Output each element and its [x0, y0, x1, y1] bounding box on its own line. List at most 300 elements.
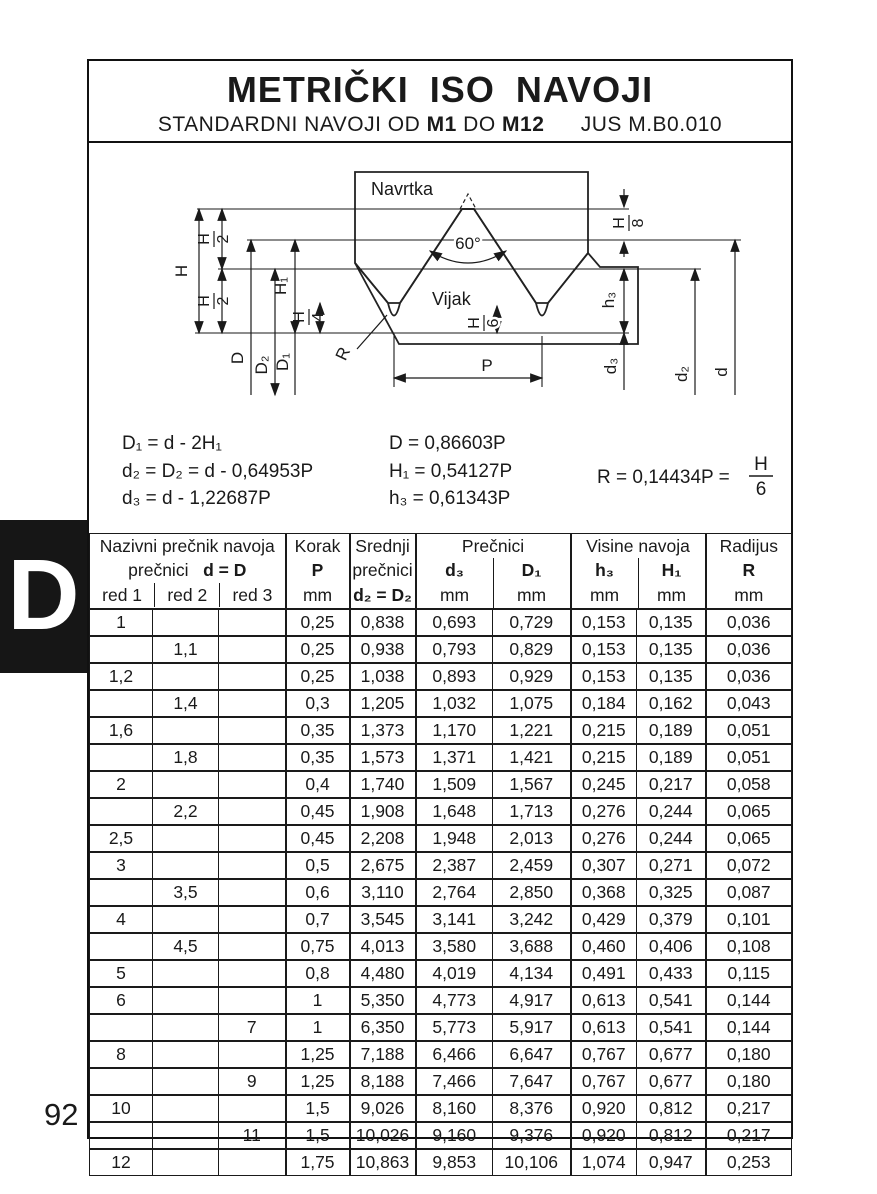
table-row: [90, 852, 792, 879]
cell-h3: 0,215: [571, 744, 637, 771]
cell-d3: 0,793: [416, 636, 493, 663]
cell-red3: [219, 960, 286, 987]
cell-H1: 0,135: [637, 663, 706, 690]
cell-korak-p: 0,3: [286, 690, 350, 717]
svg-text:H: H: [291, 311, 308, 323]
page-subtitle: [89, 113, 791, 137]
cell-red3: [219, 1041, 286, 1068]
cell-D1: 2,459: [493, 852, 571, 879]
cell-H1: 0,812: [637, 1122, 706, 1149]
svg-text:H: H: [466, 317, 483, 329]
cell-red2: [153, 906, 219, 933]
header-red-row: [90, 583, 285, 607]
cell-H1: 0,244: [637, 798, 706, 825]
label-H2-upper: [196, 231, 232, 247]
label-D: [228, 352, 247, 364]
cell-D1: 9,376: [493, 1122, 571, 1149]
cell-red2: [153, 663, 219, 690]
cell-red3: 11: [219, 1122, 286, 1149]
svg-text:D₂: D₂: [252, 355, 271, 375]
cell-r: 0,043: [706, 690, 792, 717]
cell-D1: 2,013: [493, 825, 571, 852]
cell-korak-p: 0,25: [286, 663, 350, 690]
label-D2: [252, 356, 271, 375]
table-header-row: [90, 534, 792, 610]
cell-red1: 4: [90, 906, 153, 933]
label-vijak: Vijak: [432, 289, 471, 309]
cell-r: 0,087: [706, 879, 792, 906]
cell-h3: 0,920: [571, 1122, 637, 1149]
cell-red3: [219, 798, 286, 825]
header-red1: red 1: [102, 585, 143, 605]
cell-red1: [90, 1014, 153, 1041]
table-row: [90, 609, 792, 636]
cell-red3: [219, 933, 286, 960]
cell-d2: 1,373: [350, 717, 416, 744]
table-row: [90, 690, 792, 717]
thread-diagram-svg: [89, 143, 791, 533]
cell-d2: 1,573: [350, 744, 416, 771]
cell-d2: 9,026: [350, 1095, 416, 1122]
table-row: [90, 717, 792, 744]
cell-red2: [153, 1068, 219, 1095]
cell-D1: 0,729: [493, 609, 571, 636]
cell-h3: 0,491: [571, 960, 637, 987]
radius-leader-line: [357, 315, 387, 349]
header-nazivni-line2: prečnici d = D: [128, 560, 247, 580]
sharp-apex-dashed: [460, 194, 476, 209]
label-H: [172, 265, 191, 277]
cell-H1: 0,217: [637, 771, 706, 798]
svg-text:2: 2: [215, 296, 232, 306]
header-nazivni-line1: Nazivni prečnik navoja: [99, 536, 275, 556]
table-row: [90, 1068, 792, 1095]
cell-H1: 0,406: [637, 933, 706, 960]
cell-h3: 0,307: [571, 852, 637, 879]
cell-d3: 1,509: [416, 771, 493, 798]
cell-h3: 0,613: [571, 1014, 637, 1041]
cell-d2: 6,350: [350, 1014, 416, 1041]
cell-red3: [219, 825, 286, 852]
cell-r: 0,217: [706, 1122, 792, 1149]
table-row: [90, 663, 792, 690]
header-precnici-subcols: [417, 558, 570, 608]
cell-red1: [90, 1122, 153, 1149]
cell-red3: [219, 771, 286, 798]
cell-h3: 0,276: [571, 825, 637, 852]
cell-red3: [219, 852, 286, 879]
cell-D1: 2,850: [493, 879, 571, 906]
cell-h3: 0,920: [571, 1095, 637, 1122]
cell-D1: 0,929: [493, 663, 571, 690]
cell-r: 0,051: [706, 717, 792, 744]
cell-d2: 1,205: [350, 690, 416, 717]
cell-red1: 12: [90, 1149, 153, 1176]
cell-d3: 3,141: [416, 906, 493, 933]
cell-H1: 0,812: [637, 1095, 706, 1122]
cell-d2: 1,740: [350, 771, 416, 798]
svg-text:d₃: d₃: [601, 357, 620, 375]
cell-h3: 0,184: [571, 690, 637, 717]
label-angle-60: 60°: [455, 234, 481, 253]
cell-d3: 3,580: [416, 933, 493, 960]
formula-D1: D₁ = d - 2H₁: [122, 433, 222, 454]
thumb-index-tab: D: [0, 520, 87, 673]
cell-H1: 0,379: [637, 906, 706, 933]
label-H4: [291, 309, 327, 325]
cell-h3: 0,368: [571, 879, 637, 906]
subtitle-m1: M1: [426, 113, 457, 136]
cell-red1: 1,6: [90, 717, 153, 744]
cell-H1: 0,947: [637, 1149, 706, 1176]
cell-red3: 7: [219, 1014, 286, 1041]
cell-red1: 8: [90, 1041, 153, 1068]
formula-d3: d₃ = d - 1,22687P: [122, 488, 271, 509]
cell-r: 0,036: [706, 609, 792, 636]
cell-red2: [153, 771, 219, 798]
cell-H1: 0,325: [637, 879, 706, 906]
cell-red3: [219, 744, 286, 771]
cell-d3: 9,853: [416, 1149, 493, 1176]
subtitle-m12: M12: [502, 113, 545, 136]
cell-korak-p: 1,75: [286, 1149, 350, 1176]
cell-h3: 0,153: [571, 663, 637, 690]
cell-H1: 0,135: [637, 609, 706, 636]
cell-D1: 1,713: [493, 798, 571, 825]
cell-D1: 3,242: [493, 906, 571, 933]
cell-d3: 9,160: [416, 1122, 493, 1149]
cell-red1: [90, 1068, 153, 1095]
cell-h3: 0,429: [571, 906, 637, 933]
cell-d2: 10,863: [350, 1149, 416, 1176]
header-korak: Korak P mm: [286, 534, 350, 610]
cell-d2: 3,110: [350, 879, 416, 906]
cell-korak-p: 0,45: [286, 798, 350, 825]
cell-red1: 10: [90, 1095, 153, 1122]
cell-red2: [153, 1014, 219, 1041]
cell-d3: 2,764: [416, 879, 493, 906]
cell-d2: 2,208: [350, 825, 416, 852]
cell-d3: 1,032: [416, 690, 493, 717]
cell-h3: 0,153: [571, 609, 637, 636]
label-d: [712, 367, 731, 376]
cell-red1: 2,5: [90, 825, 153, 852]
cell-r: 0,144: [706, 1014, 792, 1041]
label-H2-lower: [196, 293, 232, 309]
subtitle-do: DO: [463, 113, 496, 136]
table-row: [90, 1122, 792, 1149]
cell-red3: [219, 636, 286, 663]
cell-red3: [219, 663, 286, 690]
header-d3-col: d₃ mm: [439, 560, 470, 605]
cell-korak-p: 0,45: [286, 825, 350, 852]
cell-red2: [153, 1095, 219, 1122]
cell-d3: 1,371: [416, 744, 493, 771]
cell-D1: 0,829: [493, 636, 571, 663]
cell-korak-p: 1,5: [286, 1095, 350, 1122]
page-frame: [87, 59, 793, 1172]
cell-korak-p: 1: [286, 987, 350, 1014]
subtitle-standard: JUS M.B0.010: [580, 113, 723, 136]
cell-korak-p: 0,5: [286, 852, 350, 879]
cell-red2: 3,5: [153, 879, 219, 906]
cell-red1: [90, 879, 153, 906]
thread-table: [89, 533, 792, 1176]
cell-d3: 2,387: [416, 852, 493, 879]
svg-text:H: H: [754, 454, 768, 475]
cell-red1: 2: [90, 771, 153, 798]
label-d3: [601, 358, 620, 374]
header-radijus: Radijus R mm: [706, 534, 792, 610]
cell-korak-p: 0,7: [286, 906, 350, 933]
cell-h3: 0,613: [571, 987, 637, 1014]
cell-r: 0,108: [706, 933, 792, 960]
cell-red3: [219, 1149, 286, 1176]
cell-H1: 0,244: [637, 825, 706, 852]
cell-H1: 0,541: [637, 987, 706, 1014]
cell-red1: [90, 933, 153, 960]
cell-r: 0,072: [706, 852, 792, 879]
cell-red2: [153, 987, 219, 1014]
svg-text:8: 8: [630, 218, 647, 228]
header-D1-col: D₁ mm: [493, 558, 570, 608]
header-red2: red 2: [154, 583, 219, 607]
cell-red2: [153, 1149, 219, 1176]
cell-korak-p: 0,25: [286, 609, 350, 636]
cell-d3: 8,160: [416, 1095, 493, 1122]
cell-D1: 5,917: [493, 1014, 571, 1041]
svg-text:d: d: [712, 367, 731, 377]
svg-text:6: 6: [755, 479, 767, 500]
label-D1: [273, 353, 292, 371]
cell-red2: [153, 852, 219, 879]
svg-text:H: H: [196, 233, 213, 245]
cell-d2: 2,675: [350, 852, 416, 879]
cell-r: 0,253: [706, 1149, 792, 1176]
cell-r: 0,036: [706, 636, 792, 663]
cell-korak-p: 1,25: [286, 1041, 350, 1068]
title-block: [89, 61, 791, 143]
cell-red3: 9: [219, 1068, 286, 1095]
cell-h3: 0,276: [571, 798, 637, 825]
cell-korak-p: 0,6: [286, 879, 350, 906]
cell-d2: 4,480: [350, 960, 416, 987]
cell-red2: 4,5: [153, 933, 219, 960]
cell-d3: 4,019: [416, 960, 493, 987]
cell-h3: 0,153: [571, 636, 637, 663]
cell-red1: 1: [90, 609, 153, 636]
header-red3: red 3: [219, 583, 284, 607]
svg-text:H: H: [172, 264, 191, 278]
cell-r: 0,180: [706, 1068, 792, 1095]
header-nominal-diameter-group: [90, 534, 286, 610]
svg-text:R: R: [331, 344, 355, 364]
label-R: [332, 344, 354, 363]
cell-red2: [153, 609, 219, 636]
cell-korak-p: 0,25: [286, 636, 350, 663]
cell-d2: 7,188: [350, 1041, 416, 1068]
thread-table-section: [89, 533, 791, 1176]
svg-text:H: H: [611, 217, 628, 229]
table-row: [90, 771, 792, 798]
svg-text:4: 4: [310, 312, 327, 322]
svg-text:D: D: [228, 351, 247, 365]
cell-D1: 10,106: [493, 1149, 571, 1176]
cell-d2: 5,350: [350, 987, 416, 1014]
cell-korak-p: 0,8: [286, 960, 350, 987]
cell-h3: 1,074: [571, 1149, 637, 1176]
cell-h3: 0,767: [571, 1068, 637, 1095]
page-title: METRIČKI ISO NAVOJI: [226, 69, 654, 110]
cell-D1: 8,376: [493, 1095, 571, 1122]
header-h3-col: h₃ mm: [589, 560, 620, 605]
cell-red2: [153, 960, 219, 987]
cell-D1: 6,647: [493, 1041, 571, 1068]
cell-r: 0,065: [706, 798, 792, 825]
cell-d2: 4,013: [350, 933, 416, 960]
cell-d2: 0,938: [350, 636, 416, 663]
table-row: [90, 1041, 792, 1068]
cell-r: 0,101: [706, 906, 792, 933]
cell-red3: [219, 690, 286, 717]
cell-d3: 6,466: [416, 1041, 493, 1068]
cell-red1: [90, 744, 153, 771]
table-row: [90, 1149, 792, 1176]
cell-D1: 1,221: [493, 717, 571, 744]
cell-d2: 3,545: [350, 906, 416, 933]
cell-d3: 0,693: [416, 609, 493, 636]
formula-d2: d₂ = D₂ = d - 0,64953P: [122, 461, 314, 482]
svg-text:D₁: D₁: [273, 352, 292, 372]
label-d2: [672, 366, 691, 382]
label-H1: [271, 277, 290, 295]
cell-H1: 0,541: [637, 1014, 706, 1041]
cell-d2: 8,188: [350, 1068, 416, 1095]
subtitle-prefix: STANDARDNI NAVOJI OD: [157, 113, 421, 136]
cell-h3: 0,245: [571, 771, 637, 798]
cell-red3: [219, 987, 286, 1014]
cell-r: 0,217: [706, 1095, 792, 1122]
cell-red3: [219, 717, 286, 744]
cell-korak-p: 0,35: [286, 717, 350, 744]
cell-D1: 1,075: [493, 690, 571, 717]
formula-h3: h₃ = 0,61343P: [389, 488, 511, 509]
cell-red1: [90, 690, 153, 717]
cell-d3: 5,773: [416, 1014, 493, 1041]
cell-red3: [219, 609, 286, 636]
cell-red1: 1,2: [90, 663, 153, 690]
cell-H1: 0,135: [637, 636, 706, 663]
cell-H1: 0,677: [637, 1068, 706, 1095]
cell-d3: 7,466: [416, 1068, 493, 1095]
svg-text:h₃: h₃: [599, 291, 618, 309]
thread-table-body: [90, 609, 792, 1176]
cell-H1: 0,162: [637, 690, 706, 717]
cell-d2: 10,026: [350, 1122, 416, 1149]
svg-text:H₁: H₁: [271, 276, 290, 296]
cell-d3: 4,773: [416, 987, 493, 1014]
cell-red1: 3: [90, 852, 153, 879]
header-precnici-group: Prečnici d₃ mm D₁ mm: [416, 534, 571, 610]
cell-red1: 6: [90, 987, 153, 1014]
formula-R-prefix: R = 0,14434P =: [597, 467, 730, 488]
cell-red2: [153, 717, 219, 744]
cell-red2: 1,4: [153, 690, 219, 717]
cell-red3: [219, 879, 286, 906]
cell-H1: 0,189: [637, 744, 706, 771]
cell-H1: 0,677: [637, 1041, 706, 1068]
cell-r: 0,036: [706, 663, 792, 690]
cell-r: 0,065: [706, 825, 792, 852]
cell-korak-p: 0,75: [286, 933, 350, 960]
cell-D1: 4,134: [493, 960, 571, 987]
svg-text:2: 2: [215, 234, 232, 244]
formula-H1: H₁ = 0,54127P: [389, 461, 513, 482]
cell-D1: 1,567: [493, 771, 571, 798]
table-row: [90, 798, 792, 825]
thread-profile-diagram: [89, 143, 791, 533]
header-H1-col: H₁ mm: [638, 558, 705, 608]
table-row: [90, 1014, 792, 1041]
cell-d2: 1,038: [350, 663, 416, 690]
cell-korak-p: 0,4: [286, 771, 350, 798]
cell-H1: 0,433: [637, 960, 706, 987]
cell-red2: [153, 1041, 219, 1068]
cell-red1: [90, 798, 153, 825]
cell-r: 0,180: [706, 1041, 792, 1068]
cell-h3: 0,460: [571, 933, 637, 960]
cell-r: 0,051: [706, 744, 792, 771]
table-row: [90, 933, 792, 960]
cell-d3: 1,948: [416, 825, 493, 852]
label-h3: [599, 292, 618, 308]
cell-r: 0,144: [706, 987, 792, 1014]
cell-red2: [153, 1122, 219, 1149]
table-row: [90, 960, 792, 987]
cell-D1: 3,688: [493, 933, 571, 960]
cell-d2: 1,908: [350, 798, 416, 825]
table-row: [90, 987, 792, 1014]
cell-d3: 0,893: [416, 663, 493, 690]
formula-R-fraction: [749, 454, 773, 500]
page-number: 92: [44, 1097, 79, 1132]
cell-red1: [90, 636, 153, 663]
cell-d3: 1,170: [416, 717, 493, 744]
header-visine-group: Visine navoja h₃ mm H₁ mm: [571, 534, 706, 610]
cell-h3: 0,215: [571, 717, 637, 744]
header-visine-subcols: [572, 558, 705, 608]
cell-D1: 1,421: [493, 744, 571, 771]
cell-D1: 7,647: [493, 1068, 571, 1095]
label-P: P: [481, 356, 493, 375]
svg-text:H: H: [196, 295, 213, 307]
cell-h3: 0,767: [571, 1041, 637, 1068]
table-row: [90, 1095, 792, 1122]
cell-red2: [153, 825, 219, 852]
cell-korak-p: 0,35: [286, 744, 350, 771]
table-row: [90, 744, 792, 771]
cell-H1: 0,271: [637, 852, 706, 879]
formula-D: D = 0,86603P: [389, 433, 506, 454]
label-navrtka: Navrtka: [371, 179, 434, 199]
svg-text:d₂: d₂: [672, 365, 691, 383]
cell-red1: 5: [90, 960, 153, 987]
header-srednji: Srednji prečnici d₂ = D₂: [350, 534, 416, 610]
cell-red3: [219, 906, 286, 933]
table-row: [90, 906, 792, 933]
cell-korak-p: 1,5: [286, 1122, 350, 1149]
cell-r: 0,115: [706, 960, 792, 987]
